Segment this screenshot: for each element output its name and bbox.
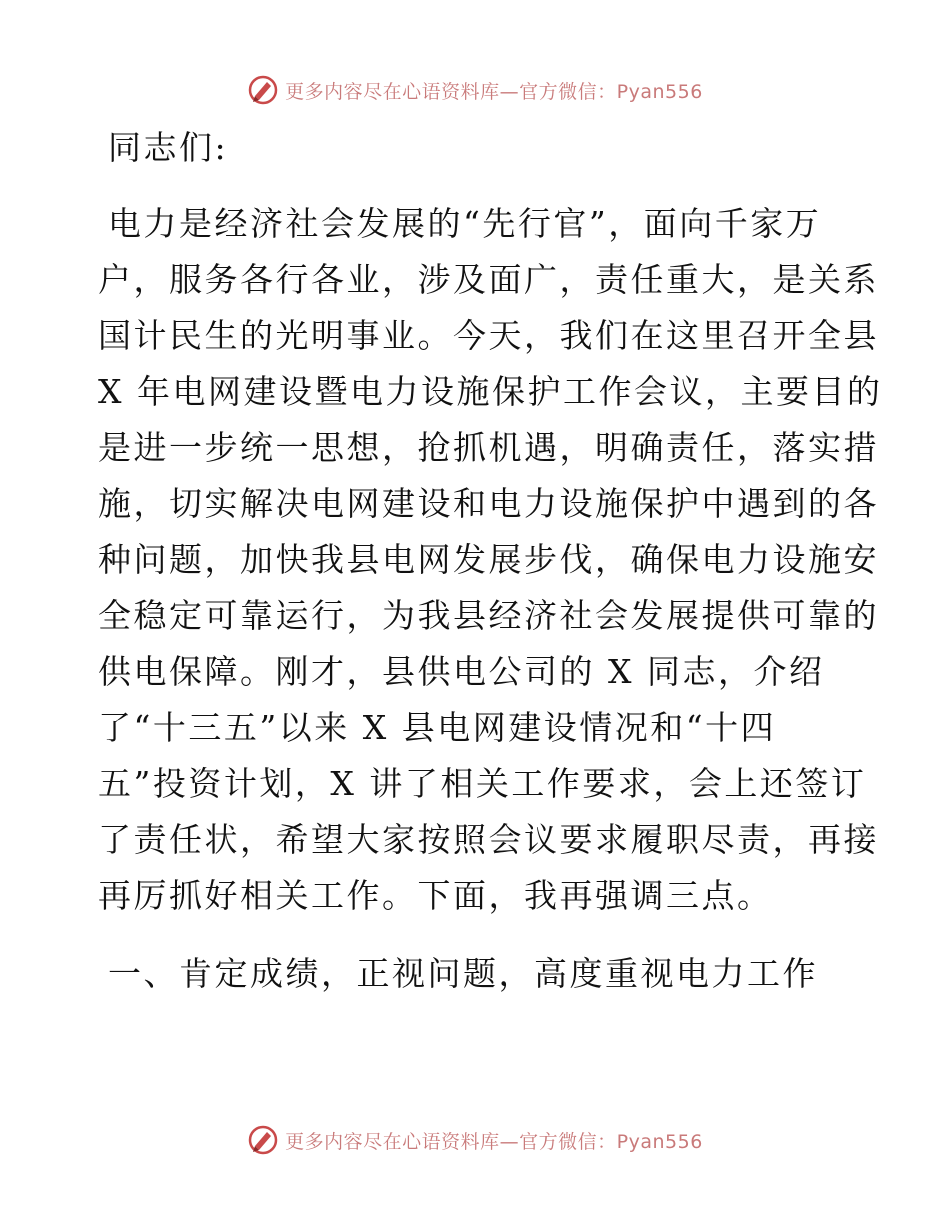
paragraph-line: 了责任状，希望大家按照会议要求履职尽责，再接 — [98, 820, 879, 859]
paragraph-line: 施，切实解决电网建设和电力设施保护中遇到的各 — [98, 484, 879, 523]
paragraph-line: X 年电网建设暨电力设施保护工作会议，主要目的 — [98, 372, 883, 411]
watermark-text: 更多内容尽在心语资料库—官方微信：Pyan556 — [285, 1130, 703, 1153]
paragraph-line: 全稳定可靠运行，为我县经济社会发展提供可靠的 — [98, 596, 879, 635]
header-watermark — [0, 70, 950, 110]
watermark-text: 更多内容尽在心语资料库—官方微信：Pyan556 — [285, 80, 703, 103]
paragraph-line: 国计民生的光明事业。今天，我们在这里召开全县 — [98, 316, 879, 355]
paragraph-line: 户，服务各行各业，涉及面广，责任重大，是关系 — [98, 260, 879, 299]
section-heading: 一、肯定成绩，正视问题，高度重视电力工作 — [108, 954, 818, 993]
paragraph-line: 再厉抓好相关工作。下面，我再强调三点。 — [98, 876, 773, 915]
paragraph-line: 了“十三五”以来 X 县电网建设情况和“十四 — [98, 708, 777, 747]
paragraph-line: 是进一步统一思想，抢抓机遇，明确责任，落实措 — [98, 428, 879, 467]
paragraph-line: 供电保障。刚才，县供电公司的 X 同志，介绍 — [98, 652, 825, 691]
paragraph-line: 电力是经济社会发展的“先行官”，面向千家万 — [108, 204, 822, 243]
pen-logo-icon — [247, 74, 279, 106]
pen-logo-icon — [247, 1124, 279, 1156]
paragraph-line: 五”投资计划，X 讲了相关工作要求，会上还签订 — [98, 764, 867, 803]
footer-watermark — [0, 1120, 950, 1160]
paragraph-line: 种问题，加快我县电网发展步伐，确保电力设施安 — [98, 540, 879, 579]
salutation: 同志们: — [108, 128, 229, 167]
